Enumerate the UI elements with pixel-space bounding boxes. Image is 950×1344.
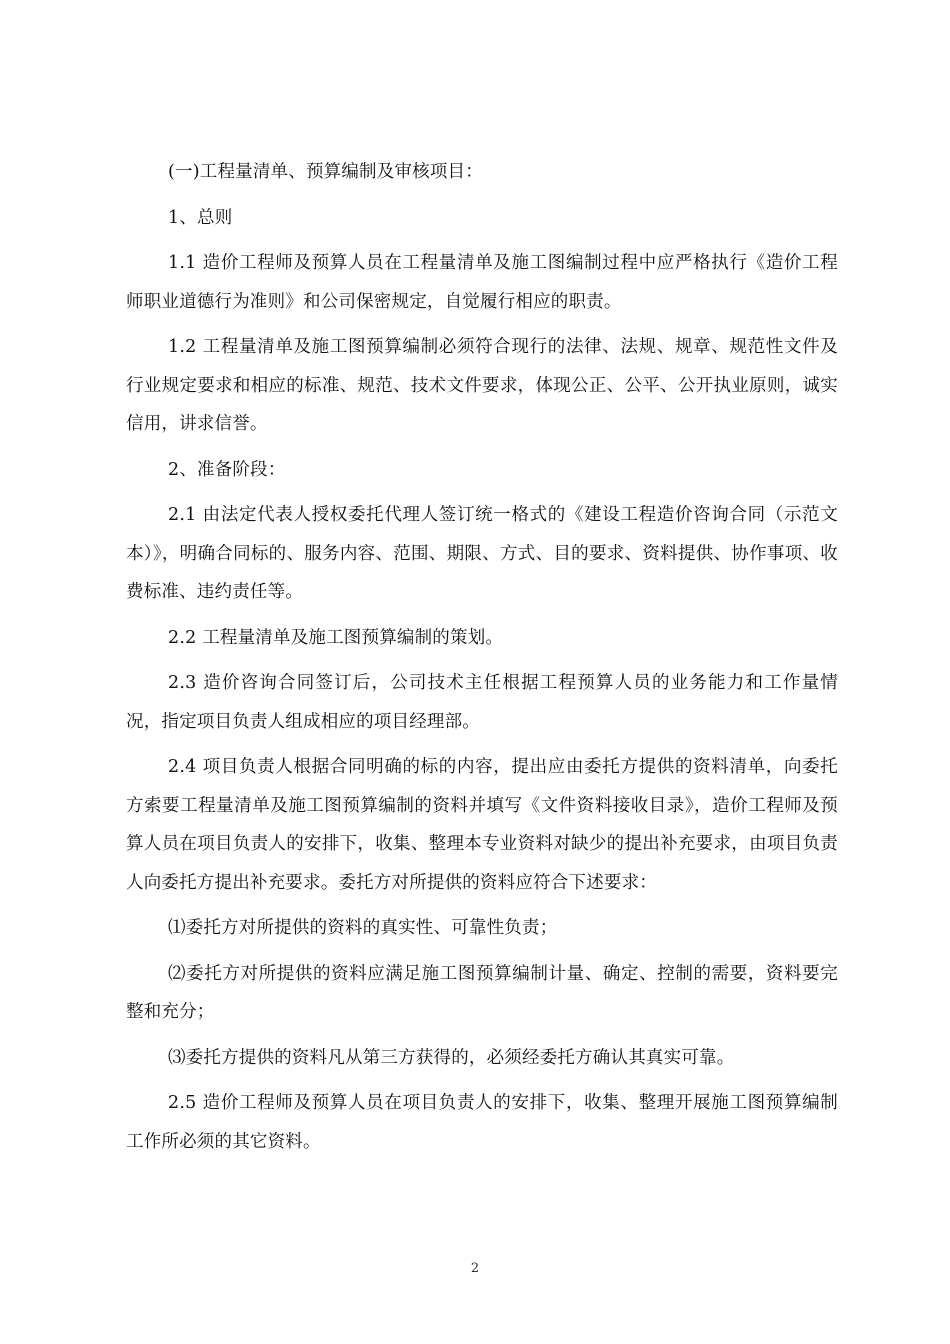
paragraph-2-2: 2.2 工程量清单及施工图预算编制的策划。 bbox=[168, 627, 504, 648]
paragraph-1-1: 1.1 造价工程师及预算人员在工程量清单及施工图编制过程中应严格执行《造价工程师职业道德行为准则》和公司保密规定，自觉履行相应的职责。 bbox=[126, 253, 838, 312]
list-item-3: ⑶委托方提供的资料凡从第三方获得的，必须经委托方确认其真实可靠。 bbox=[168, 1047, 735, 1068]
list-item-1: ⑴委托方对所提供的资料的真实性、可靠性负责； bbox=[168, 918, 558, 938]
paragraph-2-3: 2.3 造价咨询合同签订后，公司技术主任根据工程预算人员的业务能力和工作量情况，指定项目负责人组成相应的项目经理部。 bbox=[126, 673, 838, 732]
page-number: 2 bbox=[470, 1261, 480, 1276]
paragraph-1-2: 1.2 工程量清单及施工图预算编制必须符合现行的法律、法规、规章、规范性文件及行业规定要求和相应的标准、规范、技术文件要求，体现公正、公平、公开执业原则，诚实信用，讲求信誉。 bbox=[126, 337, 838, 434]
subsection-heading-general: 1、总则 bbox=[168, 207, 233, 228]
document-body bbox=[126, 153, 838, 1168]
paragraph-2-5: 2.5 造价工程师及预算人员在项目负责人的安排下，收集、整理开展施工图预算编制工作所必须的其它资料。 bbox=[126, 1093, 838, 1152]
paragraph-2-4: 2.4 项目负责人根据合同明确的标的内容，提出应由委托方提供的资料清单，向委托方索要工程量清单及施工图预算编制的资料并填写《文件资料接收目录》，造价工程师及预算人员在项目负责人的安排下，收集、整理本专业资料对缺少的提出补充要求，由项目负责人向委托方提出补充要求。委托方对所提供的资料应符合下述要求： bbox=[126, 757, 838, 893]
list-item-2: ⑵委托方对所提供的资料应满足施工图预算编制计量、确定、控制的需要，资料要完整和充分； bbox=[126, 963, 838, 1022]
paragraph-2-1: 2.1 由法定代表人授权委托代理人签订统一格式的《建设工程造价咨询合同（示范文本）》，明确合同标的、服务内容、范围、期限、方式、目的要求、资料提供、协作事项、收费标准、违约责任等。 bbox=[126, 505, 838, 602]
section-heading: (一)工程量清单、预算编制及审核项目： bbox=[168, 162, 483, 182]
subsection-heading-preparation: 2、准备阶段： bbox=[168, 459, 286, 480]
